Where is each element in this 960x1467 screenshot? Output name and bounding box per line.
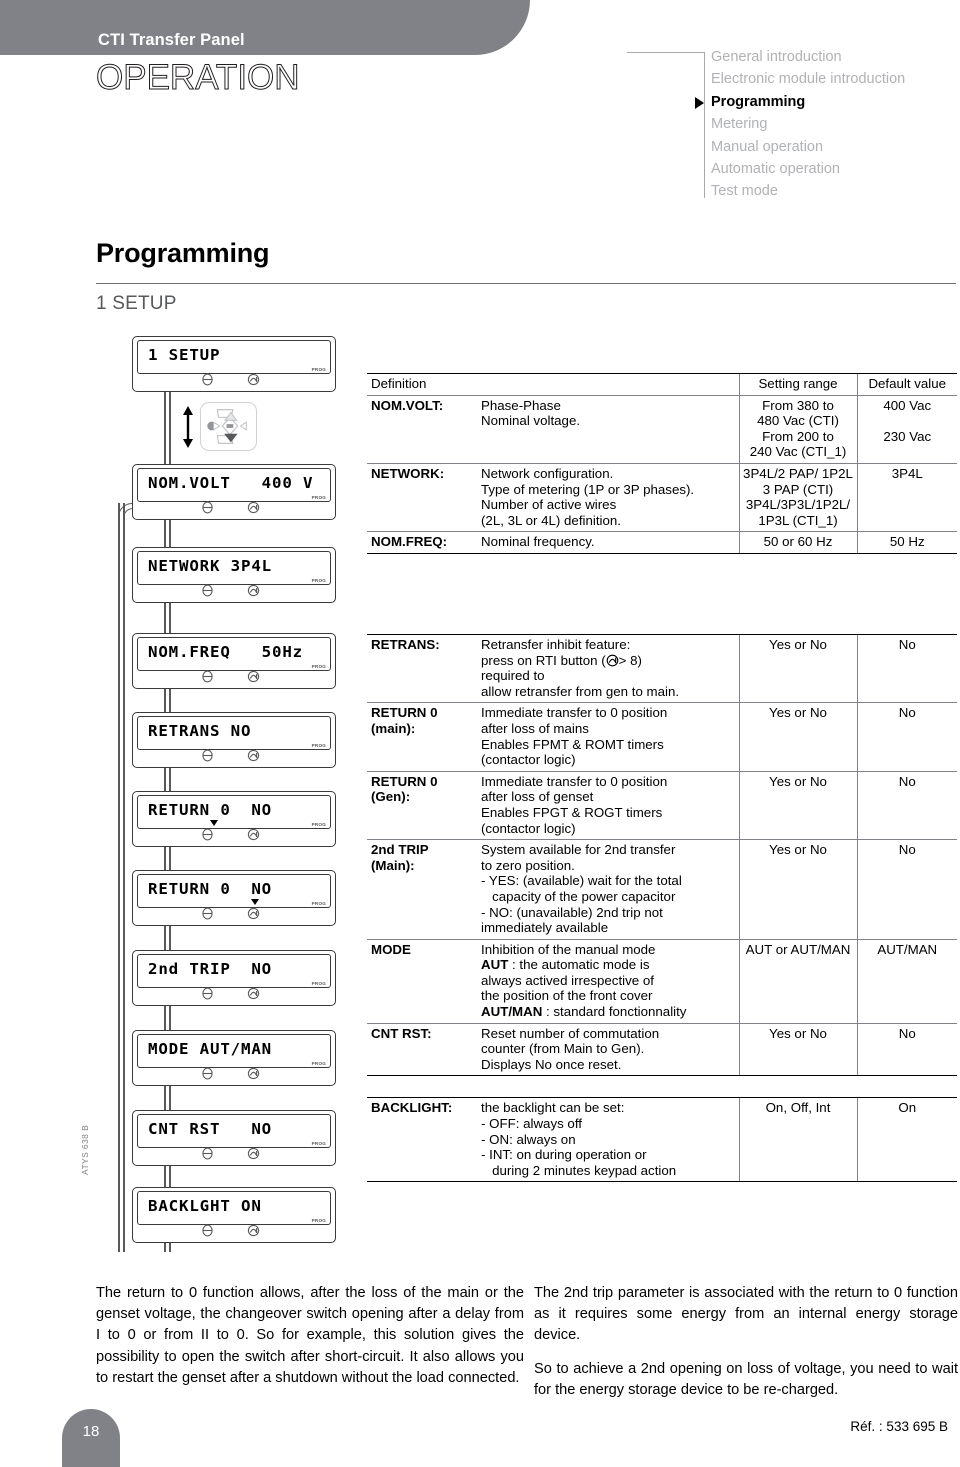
param-range: AUT or AUT/MAN <box>739 939 857 1023</box>
gap-cell <box>739 1076 857 1098</box>
range-line: From 200 to <box>762 428 834 444</box>
desc-bold: AUT <box>481 957 509 973</box>
nav-item-label: Automatic operation <box>711 161 840 178</box>
param-key-line: RETURN 0 <box>371 773 438 789</box>
lcd-button-row <box>133 499 335 517</box>
product-name: CTI Transfer Panel <box>98 31 245 49</box>
desc-bold: AUT/MAN <box>481 1004 543 1020</box>
table-gap-row <box>367 1076 957 1098</box>
param-default: No <box>857 635 957 703</box>
nav-item-label: Test mode <box>711 183 778 200</box>
lcd-prog-label: PROG <box>311 743 326 748</box>
lcd-screen <box>137 716 331 750</box>
nav-item-automatic-operation[interactable] <box>707 158 905 180</box>
param-key-line: (Main): <box>371 857 415 873</box>
desc-line: (contactor logic) <box>481 752 576 768</box>
param-range <box>739 395 857 463</box>
lcd-button-row <box>133 582 335 600</box>
param-key: MODE <box>367 939 477 1023</box>
desc-line: Nominal frequency. <box>481 534 595 550</box>
desc-line: during 2 minutes keypad action <box>481 1162 677 1178</box>
section-divider <box>96 283 956 284</box>
desc-line: - NO: (unavailable) 2nd trip not <box>481 904 663 920</box>
lcd-prog-label: PROG <box>311 1141 326 1146</box>
desc-line: Displays No once reset. <box>481 1056 622 1072</box>
nav-item-programming[interactable] <box>707 91 905 113</box>
rti-wave-icon <box>606 654 619 667</box>
nav-item-electronic-module-introduction[interactable] <box>707 68 905 90</box>
lcd-display-text: BACKLGHT ON <box>148 1197 262 1215</box>
lcd-rti-button-icon[interactable] <box>247 670 260 683</box>
lcd-select-button-icon[interactable] <box>201 501 214 514</box>
lcd-panel-mode <box>132 1030 336 1086</box>
nav-item-label: Programming <box>711 93 806 110</box>
param-key: CNT RST: <box>367 1023 477 1076</box>
lcd-button-row <box>133 1145 335 1163</box>
param-default <box>857 532 957 554</box>
desc-line: - YES: (available) wait for the total <box>481 873 682 889</box>
lcd-prog-label: PROG <box>311 822 326 827</box>
lcd-prog-label: PROG <box>311 495 326 500</box>
gap-cell <box>857 1076 957 1098</box>
param-description <box>477 703 739 771</box>
table-row <box>367 1098 957 1182</box>
param-key-line: 2nd TRIP <box>371 842 429 858</box>
lcd-button-row <box>133 826 335 844</box>
param-range: Yes or No <box>739 635 857 703</box>
lcd-rti-button-icon[interactable] <box>247 1067 260 1080</box>
param-key: NOM.FREQ: <box>367 532 477 554</box>
lcd-prog-label: PROG <box>311 981 326 986</box>
desc-line: Inhibition of the manual mode <box>481 941 656 957</box>
note-paragraph: The return to 0 function allows, after the loss of the main or the genset voltage, the changeover switch opening after a delay from I to 0 or from II to 0. So for example, this solution gives the possibility to open the switch after short-circuit. It also allows you to restart the genset after a shutdown without the load connected. <box>96 1285 524 1386</box>
lcd-panel-nom-volt <box>132 464 336 520</box>
page-title: OPERATION <box>96 58 300 97</box>
desc-line <box>481 957 735 973</box>
lcd-select-button-icon[interactable] <box>201 373 214 386</box>
lcd-select-button-icon[interactable] <box>201 987 214 1000</box>
caret-right-icon <box>695 97 704 109</box>
note-left <box>96 1283 524 1389</box>
note-paragraph: The 2nd trip parameter is associated with the return to 0 function as it requires some energy from an internal energy storage device. <box>534 1285 958 1344</box>
lcd-panel-2nd-trip <box>132 950 336 1006</box>
desc-line: Immediate transfer to 0 position <box>481 773 668 789</box>
keypad-icon <box>200 402 257 451</box>
lcd-prog-label: PROG <box>311 1218 326 1223</box>
desc-text: : the automatic mode is <box>508 957 650 973</box>
default-line: 230 Vac <box>883 428 932 444</box>
desc-line: - OFF: always off <box>481 1116 582 1132</box>
desc-line: always actived irrespective of <box>481 972 654 988</box>
param-key-line: RETURN 0 <box>371 705 438 721</box>
desc-line: Reset number of commutation <box>481 1025 660 1041</box>
param-default <box>857 463 957 531</box>
nav-item-general-introduction[interactable] <box>707 46 905 68</box>
desc-line: allow retransfer from gen to main. <box>481 683 680 699</box>
col-header-setting-range: Setting range <box>739 374 857 396</box>
desc-line: required to <box>481 668 545 684</box>
lcd-select-button-icon[interactable] <box>201 749 214 762</box>
table-row <box>367 703 957 771</box>
setup-parameters-table <box>367 373 957 554</box>
desc-line: Immediate transfer to 0 position <box>481 705 668 721</box>
desc-text: : standard fonctionnality <box>542 1004 687 1020</box>
desc-line: Enables FPMT & ROMT timers <box>481 736 664 752</box>
document-side-code: ATYS 638 B <box>80 1124 90 1175</box>
lcd-screen <box>137 468 331 502</box>
lcd-button-row <box>133 747 335 765</box>
param-key-line: (Gen): <box>371 789 411 805</box>
lcd-display-text: MODE AUT/MAN <box>148 1040 273 1058</box>
nav-item-test-mode[interactable] <box>707 180 905 202</box>
param-description <box>477 771 739 839</box>
lcd-panel-return-0-gen <box>132 870 336 926</box>
param-range: On, Off, Int <box>739 1098 857 1182</box>
desc-line: to zero position. <box>481 857 575 873</box>
desc-line: after loss of mains <box>481 720 589 736</box>
param-key: BACKLIGHT: <box>367 1098 477 1182</box>
lcd-button-row <box>133 985 335 1003</box>
lcd-prog-label: PROG <box>311 367 326 372</box>
range-line: 50 or 60 Hz <box>763 534 833 550</box>
param-range: Yes or No <box>739 703 857 771</box>
table-row <box>367 1023 957 1076</box>
subsection-heading: 1 SETUP <box>96 293 177 314</box>
operation-parameters-table <box>367 634 957 1182</box>
lcd-panel-setup <box>132 336 336 392</box>
header-banner <box>0 0 530 55</box>
nav-rule-vertical <box>704 52 705 198</box>
lcd-select-button-icon[interactable] <box>201 1147 214 1160</box>
lcd-select-button-icon[interactable] <box>201 670 214 683</box>
lcd-rti-button-icon[interactable] <box>247 373 260 386</box>
desc-line: after loss of genset <box>481 789 594 805</box>
range-line: From 380 to <box>762 397 834 413</box>
desc-line-rti <box>481 653 735 669</box>
param-key: RETRANS: <box>367 635 477 703</box>
lcd-select-button-icon[interactable] <box>201 584 214 597</box>
lcd-display-text: RETRANS NO <box>148 722 252 740</box>
range-line: 3P4L/3P3L/1P2L/ <box>745 497 851 513</box>
desc-line: - INT: on during operation or <box>481 1147 647 1163</box>
page-number: 18 <box>82 1423 100 1440</box>
desc-line: - ON: always on <box>481 1131 576 1147</box>
range-line: 1P3L (CTI_1) <box>758 512 838 528</box>
flow-rail-loop <box>123 503 125 1252</box>
up-down-arrow-icon <box>181 406 195 448</box>
lcd-display-text: NOM.FREQ 50Hz <box>148 643 304 661</box>
desc-line: Network configuration. <box>481 465 614 481</box>
param-default: On <box>857 1098 957 1182</box>
lcd-rti-button-icon[interactable] <box>247 828 260 841</box>
document-reference: Réf. : 533 695 B <box>850 1419 948 1434</box>
col-header-default-value: Default value <box>857 374 957 396</box>
desc-line: capacity of the power capacitor <box>481 888 676 904</box>
lcd-rti-button-icon[interactable] <box>247 1147 260 1160</box>
param-range: Yes or No <box>739 771 857 839</box>
lcd-panel-network <box>132 547 336 603</box>
range-line: 480 Vac (CTI) <box>757 413 839 429</box>
lcd-screen <box>137 795 331 829</box>
lcd-rti-button-icon[interactable] <box>247 584 260 597</box>
param-description <box>477 463 739 531</box>
param-default: No <box>857 840 957 940</box>
param-default <box>857 395 957 463</box>
gap-cell <box>477 1076 739 1098</box>
lcd-screen <box>137 1114 331 1148</box>
rti-text-suffix: > 8) <box>618 652 642 668</box>
nav-rule-horizontal <box>627 52 705 53</box>
note-paragraph: So to achieve a 2nd opening on loss of voltage, you need to wait for the energy storage device to be re-charged. <box>534 1360 958 1398</box>
default-line: 3P4L <box>891 465 923 481</box>
desc-line: the position of the front cover <box>481 988 653 1004</box>
range-line: 3 PAP (CTI) <box>762 481 834 497</box>
note-right <box>534 1283 958 1401</box>
param-range: Yes or No <box>739 1023 857 1076</box>
range-line: 3P4L/2 PAP/ 1P2L <box>743 465 853 481</box>
lcd-screen <box>137 551 331 585</box>
param-description <box>477 395 739 463</box>
table-row <box>367 771 957 839</box>
default-line: 50 Hz <box>889 534 925 550</box>
param-key <box>367 771 477 839</box>
param-key <box>367 703 477 771</box>
desc-line: Enables FPGT & ROGT timers <box>481 804 663 820</box>
table-row <box>367 840 957 940</box>
nav-item-manual-operation[interactable] <box>707 136 905 158</box>
flow-rail-loop <box>118 503 120 1252</box>
gap-cell <box>367 1076 477 1098</box>
col-header-definition: Definition <box>367 374 739 396</box>
param-description <box>477 840 739 940</box>
nav-item-label: Manual operation <box>711 138 824 155</box>
default-spacer <box>862 413 954 429</box>
param-default: No <box>857 771 957 839</box>
lcd-flow-diagram <box>118 336 358 1252</box>
nav-item-label: General introduction <box>711 49 842 65</box>
table-header-row <box>367 374 957 396</box>
desc-line: Nominal voltage. <box>481 413 581 429</box>
nav-item-metering[interactable] <box>707 113 905 135</box>
lcd-screen <box>137 637 331 671</box>
param-range <box>739 463 857 531</box>
lcd-rti-button-icon[interactable] <box>247 749 260 762</box>
desc-line: (contactor logic) <box>481 820 576 836</box>
lcd-display-text: CNT RST NO <box>148 1120 273 1138</box>
lcd-rti-button-icon[interactable] <box>247 501 260 514</box>
param-default: No <box>857 1023 957 1076</box>
lcd-panel-retrans <box>132 712 336 768</box>
desc-line: (2L, 3L or 4L) definition. <box>481 512 621 528</box>
lcd-button-row <box>133 1065 335 1083</box>
table-row <box>367 532 957 554</box>
param-range: Yes or No <box>739 840 857 940</box>
lcd-display-text: RETURN 0 NO <box>148 801 273 819</box>
page-number-badge <box>62 1409 120 1467</box>
lcd-panel-cnt-rst <box>132 1110 336 1166</box>
table-row <box>367 635 957 703</box>
section-heading: Programming <box>96 238 270 268</box>
lcd-panel-backlight <box>132 1187 336 1243</box>
param-description <box>477 939 739 1023</box>
lcd-select-button-icon[interactable] <box>201 828 214 841</box>
desc-line: the backlight can be set: <box>481 1100 625 1116</box>
param-description <box>477 1098 739 1182</box>
desc-line: Number of active wires <box>481 497 617 513</box>
desc-line: Type of metering (1P or 3P phases). <box>481 481 695 497</box>
desc-line: Retransfer inhibit feature: <box>481 637 631 652</box>
desc-line: immediately available <box>481 920 609 936</box>
lcd-display-text: NOM.VOLT 400 V <box>148 474 314 492</box>
nav-item-label: Electronic module introduction <box>711 71 906 88</box>
param-range <box>739 532 857 554</box>
param-key: NETWORK: <box>367 463 477 531</box>
param-default: AUT/MAN <box>857 939 957 1023</box>
lcd-prog-label: PROG <box>311 901 326 906</box>
lcd-select-button-icon[interactable] <box>201 907 214 920</box>
desc-line: counter (from Main to Gen). <box>481 1041 645 1057</box>
param-description <box>477 635 739 703</box>
table-row <box>367 395 957 463</box>
lcd-screen <box>137 1034 331 1068</box>
lcd-rti-button-icon[interactable] <box>247 987 260 1000</box>
lcd-screen <box>137 874 331 908</box>
lcd-screen <box>137 1191 331 1225</box>
lcd-button-row <box>133 905 335 923</box>
lcd-screen <box>137 954 331 988</box>
nav-item-label: Metering <box>711 116 768 133</box>
lcd-select-button-icon[interactable] <box>201 1224 214 1237</box>
lcd-select-button-icon[interactable] <box>201 1067 214 1080</box>
param-description <box>477 532 739 554</box>
default-line: 400 Vac <box>883 397 932 413</box>
lcd-prog-label: PROG <box>311 1061 326 1066</box>
param-key <box>367 840 477 940</box>
lcd-button-row <box>133 668 335 686</box>
rti-text-prefix: press on RTI button ( <box>481 652 606 668</box>
lcd-display-text: 2nd TRIP NO <box>148 960 273 978</box>
lcd-panel-nom-freq <box>132 633 336 689</box>
lcd-display-text: RETURN 0 NO <box>148 880 273 898</box>
lcd-rti-button-icon[interactable] <box>247 1224 260 1237</box>
param-key-line: (main): <box>371 720 416 736</box>
desc-line: System available for 2nd transfer <box>481 842 676 858</box>
lcd-panel-return-0-main <box>132 791 336 847</box>
lcd-rti-button-icon[interactable] <box>247 907 260 920</box>
nav-list <box>707 46 905 203</box>
lcd-screen <box>137 340 331 374</box>
desc-line: Phase-Phase <box>481 397 561 413</box>
desc-line <box>481 1004 735 1020</box>
lcd-prog-label: PROG <box>311 664 326 669</box>
param-description <box>477 1023 739 1076</box>
param-default: No <box>857 703 957 771</box>
lcd-button-row <box>133 1222 335 1240</box>
range-line: 240 Vac (CTI_1) <box>749 444 847 460</box>
table-row <box>367 463 957 531</box>
lcd-display-text: NETWORK 3P4L <box>148 557 273 575</box>
lcd-button-row <box>133 371 335 389</box>
param-key: NOM.VOLT: <box>367 395 477 463</box>
lcd-prog-label: PROG <box>311 578 326 583</box>
lcd-display-text: 1 SETUP <box>148 346 221 364</box>
table-row <box>367 939 957 1023</box>
